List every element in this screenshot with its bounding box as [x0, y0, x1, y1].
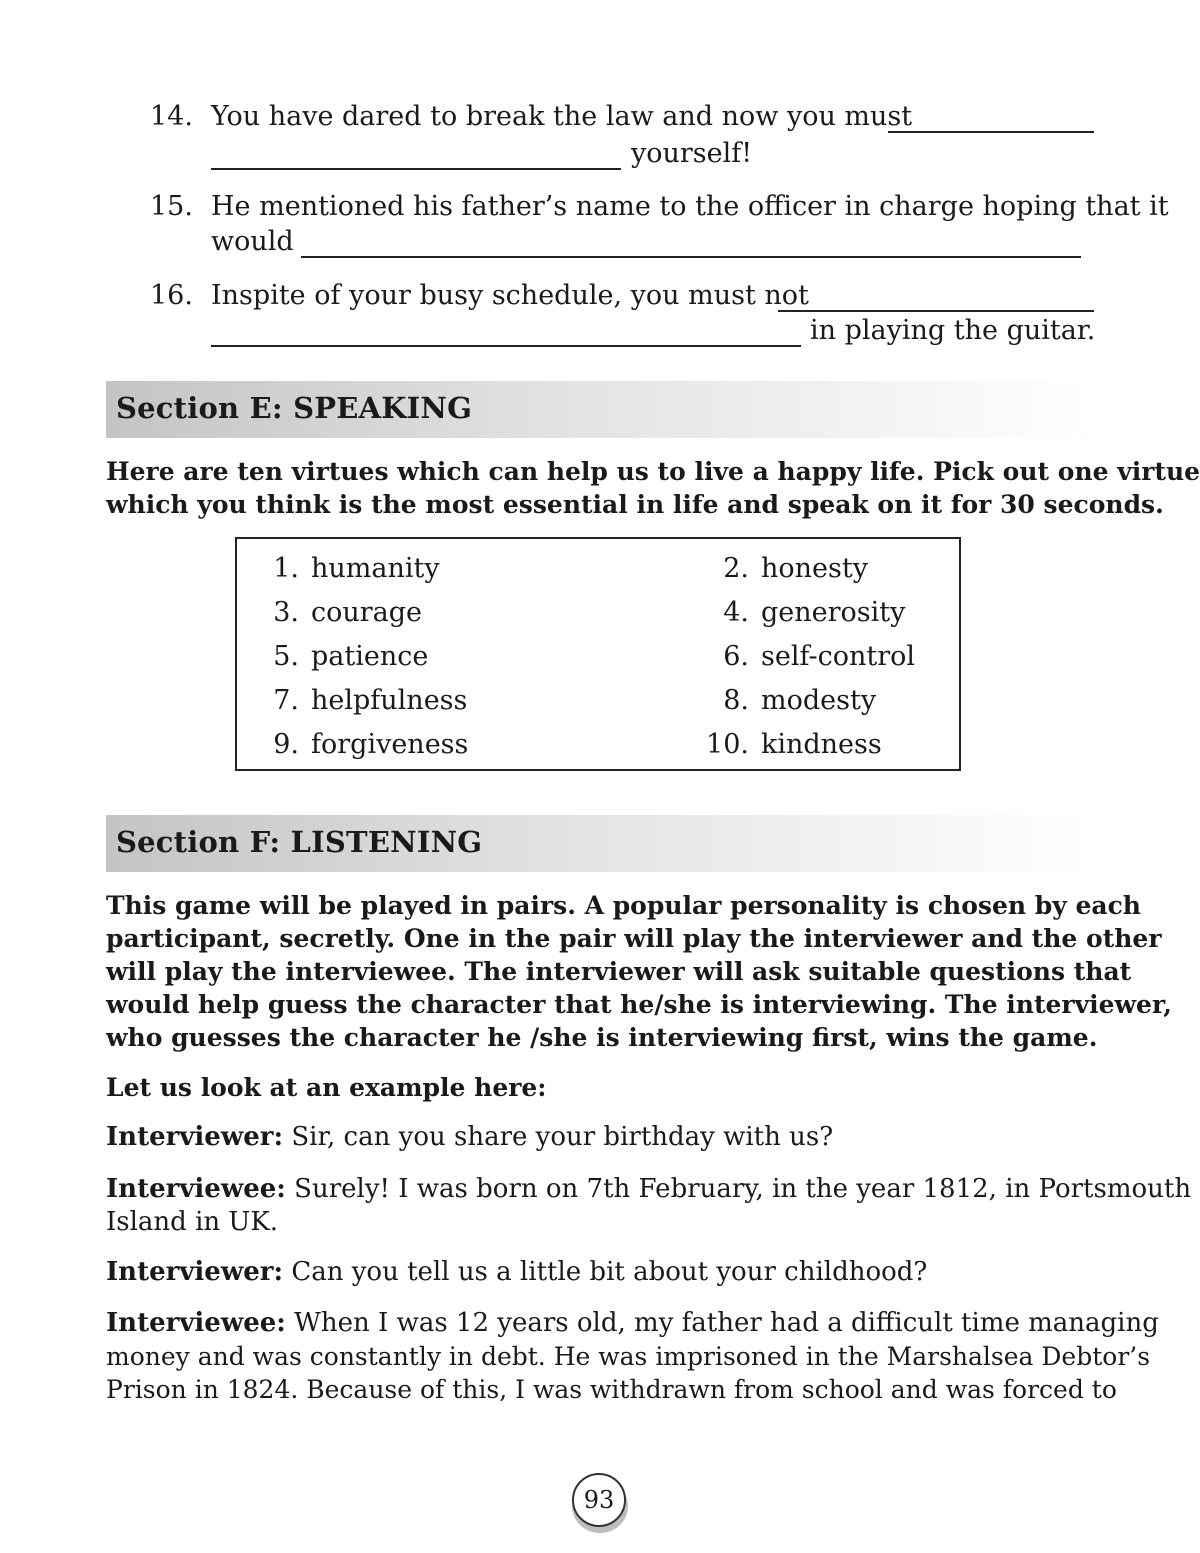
instruction-line: Here are ten virtues which can help us to live a happy life. Pick out one virtue [106, 457, 1200, 486]
dialogue-text: Sir, can you share your birthday with us? [291, 1122, 834, 1152]
virtue-item [247, 551, 440, 587]
virtue-item [697, 727, 882, 763]
instruction-line: This game will be played in pairs. A popular personality is chosen by each [106, 891, 1141, 920]
virtue-item [247, 639, 428, 675]
dialogue-line [106, 1173, 1192, 1239]
example-intro: Let us look at an example here: [106, 1073, 547, 1102]
virtue-item [247, 727, 468, 763]
instruction-line: will play the interviewee. The interviewer will ask suitable questions that [106, 957, 1132, 986]
virtue-number: 1. [273, 553, 299, 584]
exercise-text: You have dared to break the law and now you must [211, 101, 913, 132]
speaker-label: Interviewer: [106, 1122, 284, 1152]
answer-blank[interactable] [211, 142, 621, 170]
section-title: Section F: LISTENING [116, 825, 483, 859]
dialogue-line [106, 1256, 1094, 1289]
virtue-item [697, 639, 915, 675]
instruction-line: participant, secretly. One in the pair will play the interviewer and the other [106, 924, 1162, 953]
exercise-number: 15. [150, 191, 193, 222]
virtue-label: helpfulness [311, 685, 468, 716]
exercise-number: 14. [150, 101, 193, 132]
virtue-number: 3. [273, 597, 299, 628]
virtue-item [697, 595, 905, 631]
dialogue-text: Island in UK. [106, 1207, 279, 1237]
virtue-label: self-control [761, 641, 916, 672]
dialogue-line [106, 1121, 1094, 1154]
dialogue-row [106, 1307, 1159, 1340]
virtue-number: 4. [723, 597, 749, 628]
exercise-text: would [211, 226, 294, 257]
dialogue-line [106, 1307, 1159, 1406]
answer-blank[interactable] [778, 284, 1094, 312]
exercise-number: 16. [150, 280, 193, 311]
speaker-label: Interviewee: [106, 1174, 286, 1204]
answer-blank[interactable] [888, 105, 1094, 133]
virtue-number: 6. [723, 641, 749, 672]
page-number: 93 [572, 1473, 626, 1527]
virtue-label: kindness [761, 729, 882, 760]
virtue-label: honesty [761, 553, 868, 584]
exercise-text: in playing the guitar. [810, 315, 1096, 346]
dialogue-row [106, 1173, 1192, 1206]
answer-blank[interactable] [211, 319, 801, 347]
virtue-item [247, 595, 422, 631]
virtue-number: 5. [273, 641, 299, 672]
exercise-text: yourself! [631, 138, 753, 169]
speaker-label: Interviewer: [106, 1257, 284, 1287]
virtue-item [697, 551, 868, 587]
answer-blank[interactable] [301, 230, 1081, 258]
listening-instruction [106, 889, 1173, 1054]
virtue-number: 8. [723, 685, 749, 716]
dialogue-text: Can you tell us a little bit about your childhood? [291, 1257, 928, 1287]
section-e-header [106, 381, 1094, 438]
virtue-number: 2. [723, 553, 749, 584]
exercise-text: He mentioned his father’s name to the officer in charge hoping that it [211, 191, 1169, 222]
instruction-line: who guesses the character he /she is interviewing first, wins the game. [106, 1023, 1098, 1052]
instruction-line: would help guess the character that he/she is interviewing. The interviewer, [106, 990, 1173, 1019]
virtue-number: 9. [273, 729, 299, 760]
speaking-instruction [106, 455, 1200, 521]
section-f-header [106, 815, 1094, 872]
dialogue-text: When I was 12 years old, my father had a difficult time managing [294, 1308, 1159, 1338]
page-number-badge [572, 1473, 630, 1533]
virtue-item [247, 683, 467, 719]
section-title: Section E: SPEAKING [116, 391, 473, 425]
dialogue-text: Surely! I was born on 7th February, in the year 1812, in Portsmouth [294, 1174, 1192, 1204]
exercise-text: Inspite of your busy schedule, you must not [211, 280, 809, 311]
virtue-label: generosity [761, 597, 906, 628]
virtues-box [235, 537, 961, 771]
virtue-item [697, 683, 876, 719]
virtue-number: 10. [706, 729, 749, 760]
virtue-label: forgiveness [311, 729, 469, 760]
virtue-number: 7. [273, 685, 299, 716]
virtue-label: humanity [311, 553, 440, 584]
virtue-label: courage [311, 597, 423, 628]
instruction-line: which you think is the most essential in life and speak on it for 30 seconds. [106, 490, 1164, 519]
speaker-label: Interviewee: [106, 1308, 286, 1338]
virtue-label: modesty [761, 685, 877, 716]
dialogue-text: money and was constantly in debt. He was imprisoned in the Marshalsea Debtor’s [106, 1342, 1151, 1371]
virtue-label: patience [311, 641, 429, 672]
dialogue-text: Prison in 1824. Because of this, I was withdrawn from school and was forced to [106, 1375, 1117, 1404]
